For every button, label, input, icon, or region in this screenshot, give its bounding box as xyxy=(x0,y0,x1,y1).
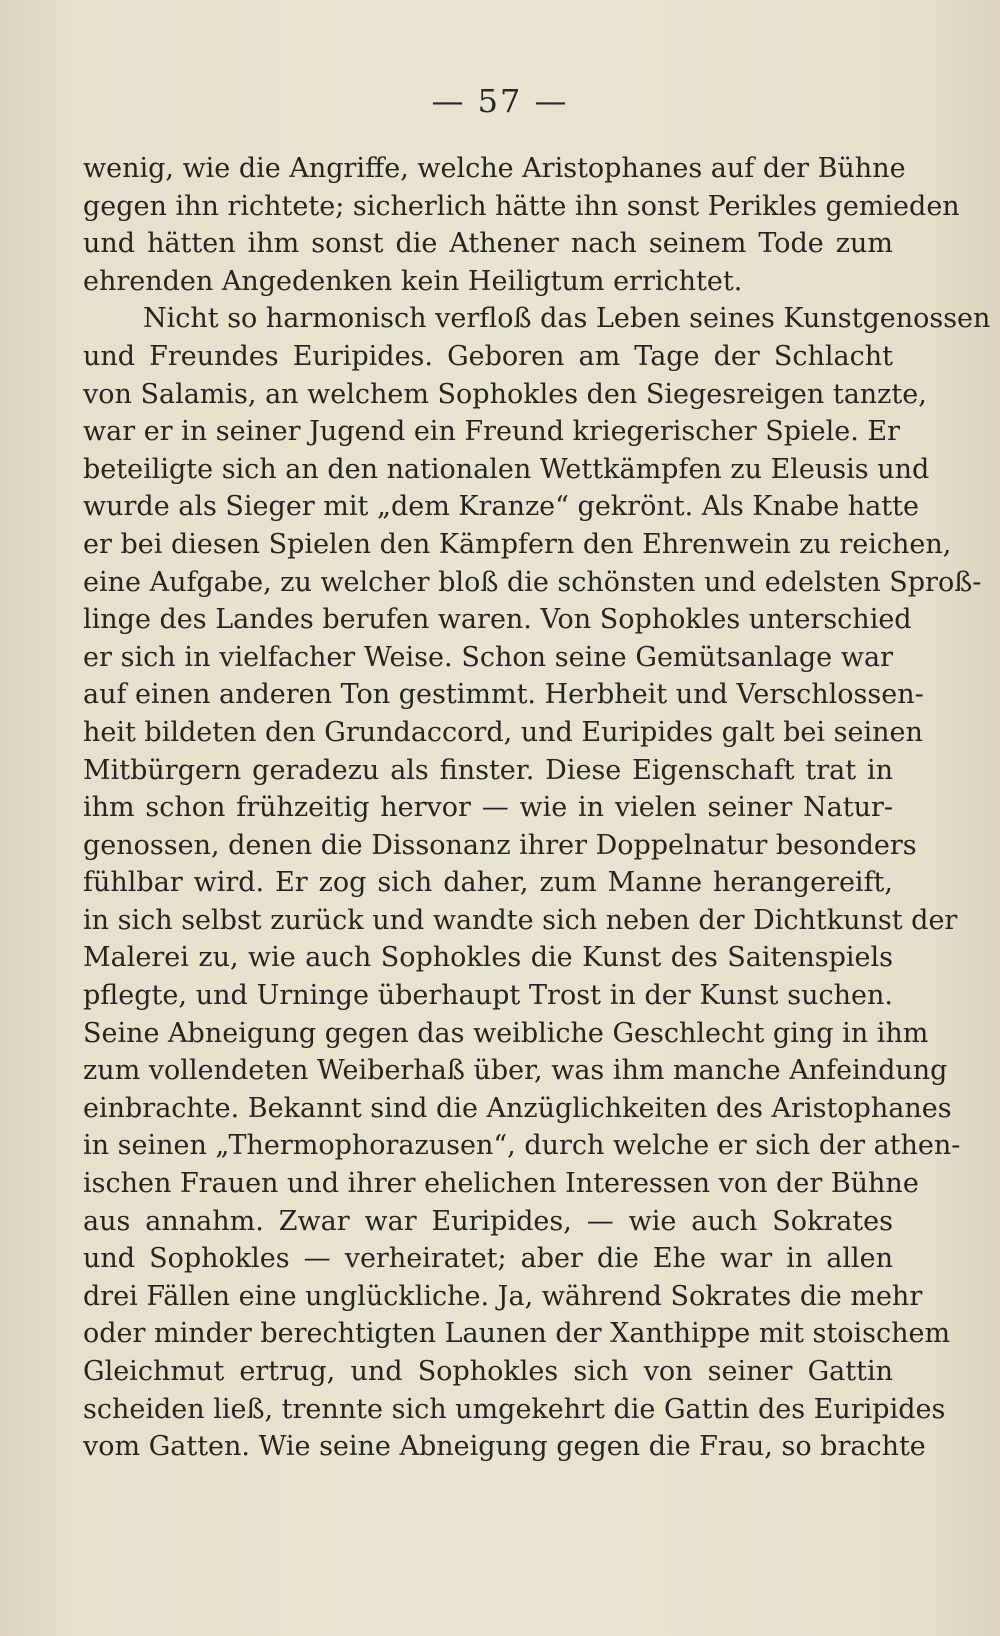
text-line: in sich selbst zurück und wandte sich neben der Dichtkunst der xyxy=(83,904,958,936)
text-line: Gleichmut ertrug, und Sophokles sich von seiner Gattin xyxy=(83,1356,893,1387)
text-line: Mitbürgern geradezu als finster. Diese Eigenschaft trat in xyxy=(83,754,893,786)
text-line: drei Fällen eine unglückliche. Ja, während Sokrates die mehr xyxy=(83,1280,923,1312)
text-line: einbrachte. Bekannt sind die Anzüglichkeiten des Aristophanes xyxy=(83,1092,952,1124)
text-line: genossen, denen die Dissonanz ihrer Doppelnatur besonders xyxy=(83,829,917,861)
text-line: und Sophokles — verheiratet; aber die Ehe war in allen xyxy=(83,1243,893,1275)
text-line: aus annahm. Zwar war Euripides, — wie auch Sokrates xyxy=(83,1205,893,1237)
text-line: Seine Abneigung gegen das weibliche Geschlecht ging in ihm xyxy=(83,1017,929,1049)
text-line: eine Aufgabe, zu welcher bloß die schönsten und edelsten Sproß- xyxy=(83,566,982,598)
text-line: er sich in vielfacher Weise. Schon seine Gemütsanlage war xyxy=(83,641,893,673)
text-line: und hätten ihm sonst die Athener nach seinem Tode zum xyxy=(83,228,893,260)
text-line: ihm schon frühzeitig hervor — wie in vielen seiner Natur- xyxy=(83,792,893,824)
text-line: scheiden ließ, trennte sich umgekehrt die Gattin des Euripides xyxy=(83,1393,946,1425)
text-line: fühlbar wird. Er zog sich daher, zum Manne herangereift, xyxy=(83,867,893,899)
text-line: und Freundes Euripides. Geboren am Tage der Schlacht xyxy=(83,340,893,372)
text-line: heit bildeten den Grundaccord, und Euripides galt bei seinen xyxy=(83,716,923,748)
text-line: ischen Frauen und ihrer ehelichen Interessen von der Bühne xyxy=(83,1168,919,1200)
text-line: er bei diesen Spielen den Kämpfern den Ehrenwein zu reichen, xyxy=(83,528,952,560)
text-line: gegen ihn richtete; sicherlich hätte ihn sonst Perikles gemieden xyxy=(83,190,960,222)
text-line: auf einen anderen Ton gestimmt. Herbheit und Verschlossen- xyxy=(83,679,924,711)
text-line: Nicht so harmonisch verfloß das Leben seines Kunstgenossen xyxy=(143,303,991,335)
text-line: wurde als Sieger mit „dem Kranze“ gekrönt. Als Knabe hatte xyxy=(83,491,919,523)
text-line: zum vollendeten Weiberhaß über, was ihm manche Anfeindung xyxy=(83,1055,948,1087)
page-number: — 57 — xyxy=(431,82,569,120)
text-line: in seinen „Thermophorazusen“, durch welche er sich der athen- xyxy=(83,1130,961,1162)
text-line: wenig, wie die Angriffe, welche Aristophanes auf der Bühne xyxy=(83,153,906,184)
text-line: linge des Landes berufen waren. Von Sophokles unterschied xyxy=(83,604,912,636)
text-line: ehrenden Angedenken kein Heiligtum errichtet. xyxy=(83,265,743,297)
text-line: oder minder berechtigten Launen der Xanthippe mit stoischem xyxy=(83,1318,951,1350)
text-line: vom Gatten. Wie seine Abneigung gegen die Frau, so brachte xyxy=(83,1431,926,1463)
text-line: Malerei zu, wie auch Sophokles die Kunst des Saitenspiels xyxy=(83,942,893,974)
text-line: von Salamis, an welchem Sophokles den Siegesreigen tanzte, xyxy=(83,378,927,410)
text-line: war er in seiner Jugend ein Freund kriegerischer Spiele. Er xyxy=(83,416,900,448)
body-text xyxy=(83,150,991,1466)
text-line: beteiligte sich an den nationalen Wettkämpfen zu Eleusis und xyxy=(83,453,930,485)
text-line: pflegte, und Urninge überhaupt Trost in der Kunst suchen. xyxy=(83,980,893,1012)
